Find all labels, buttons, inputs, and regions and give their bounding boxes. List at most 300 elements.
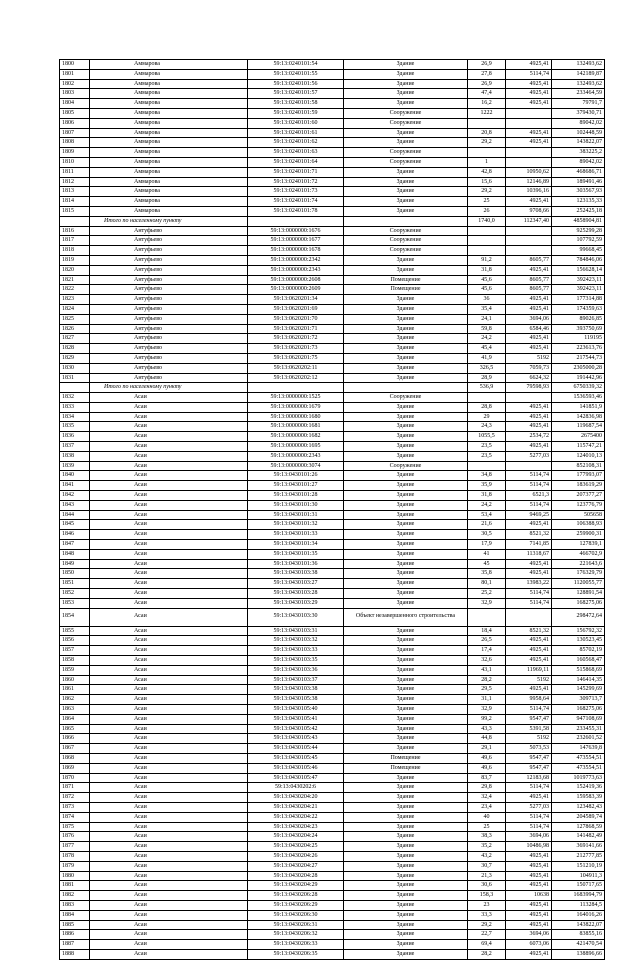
table-row [60, 705, 605, 715]
cadastral-value-cell: 212777,85 [552, 851, 605, 861]
table-row [60, 99, 605, 109]
settlement-name-cell: Асаи [90, 451, 248, 461]
cadastral-value-cell: 309713,7 [552, 695, 605, 705]
cadastral-number-cell: 59:13:0430204:29 [248, 881, 344, 891]
table-row [60, 940, 605, 950]
cadastral-value-cell: 89042,02 [552, 157, 605, 167]
cadastral-value-cell: 168275,06 [552, 598, 605, 608]
table-row [60, 636, 605, 646]
cadastral-number-cell: 59:13:0430101:26 [248, 471, 344, 481]
area-value-cell: 23,5 [468, 442, 506, 452]
property-register-sheet [59, 59, 604, 960]
cadastral-value-cell: 85702,19 [552, 646, 605, 656]
object-type-cell: Здание [344, 334, 468, 344]
cadastral-number-cell: 59:13:0430101:27 [248, 481, 344, 491]
specific-value-cell: 3694,06 [506, 930, 552, 940]
cadastral-value-cell: 217544,73 [552, 353, 605, 363]
cadastral-value-cell: 138896,66 [552, 949, 605, 959]
object-type-cell: Сооружение [344, 226, 468, 236]
table-row [60, 275, 605, 285]
cadastral-number-cell: 59:13:0430103:38 [248, 685, 344, 695]
property-register-table [59, 59, 605, 960]
cadastral-value-cell: 515868,69 [552, 665, 605, 675]
table-row [60, 871, 605, 881]
row-number-cell: 1888 [60, 949, 90, 959]
table-row [60, 714, 605, 724]
specific-value-cell [506, 246, 552, 256]
settlement-name-cell: Антуфьево [90, 363, 248, 373]
settlement-name-cell: Асаи [90, 540, 248, 550]
specific-value-cell: 9547,47 [506, 714, 552, 724]
row-number-cell: 1847 [60, 540, 90, 550]
table-row [60, 589, 605, 599]
specific-value-cell: 4925,41 [506, 402, 552, 412]
object-type-cell: Здание [344, 891, 468, 901]
table-row [60, 773, 605, 783]
table-row [60, 157, 605, 167]
cadastral-number-cell: 59:13:0000000:2608 [248, 275, 344, 285]
settlement-name-cell: Асаи [90, 920, 248, 930]
table-row [60, 471, 605, 481]
area-value-cell: 22,7 [468, 930, 506, 940]
object-type-cell: Здание [344, 569, 468, 579]
specific-value-cell: 4925,41 [506, 334, 552, 344]
object-type-cell: Здание [344, 910, 468, 920]
cadastral-number-cell: 59:13:0430105:44 [248, 744, 344, 754]
table-row [60, 304, 605, 314]
specific-value-cell: 5114,74 [506, 705, 552, 715]
object-type-cell: Здание [344, 353, 468, 363]
settlement-name-cell: Асаи [90, 510, 248, 520]
row-number-cell: 1865 [60, 724, 90, 734]
cadastral-number-cell: 59:13:0430103:37 [248, 675, 344, 685]
table-row [60, 665, 605, 675]
cadastral-value-cell: 947108,69 [552, 714, 605, 724]
table-row [60, 334, 605, 344]
cadastral-value-cell: 123135,33 [552, 197, 605, 207]
settlement-name-cell: Асаи [90, 393, 248, 403]
cadastral-value-cell: 233455,31 [552, 724, 605, 734]
area-value-cell [468, 461, 506, 471]
row-number-cell: 1823 [60, 295, 90, 305]
specific-value-cell: 4925,41 [506, 793, 552, 803]
specific-value-cell: 4925,41 [506, 861, 552, 871]
cadastral-number-cell: 59:13:0620201:73 [248, 344, 344, 354]
table-row [60, 783, 605, 793]
object-type-cell: Здание [344, 773, 468, 783]
specific-value-cell: 4925,41 [506, 559, 552, 569]
cadastral-number-cell: 59:13:0620201:72 [248, 334, 344, 344]
table-row [60, 373, 605, 383]
object-type-cell: Здание [344, 60, 468, 70]
settlement-name-cell: Антуфьево [90, 255, 248, 265]
area-value-cell [468, 246, 506, 256]
specific-value-cell: 4925,41 [506, 89, 552, 99]
cadastral-number-cell: 59:13:0000000:2343 [248, 265, 344, 275]
cadastral-number-cell: 59:13:0240101:61 [248, 128, 344, 138]
object-type-cell: Здание [344, 949, 468, 959]
cadastral-number-cell: 59:13:0430206:32 [248, 930, 344, 940]
cadastral-value-cell: 106388,93 [552, 520, 605, 530]
area-value-cell: 35,4 [468, 304, 506, 314]
settlement-name-cell: Асаи [90, 402, 248, 412]
specific-value-cell: 5277,03 [506, 802, 552, 812]
specific-value-cell: 4925,41 [506, 685, 552, 695]
table-row [60, 949, 605, 959]
table-row [60, 442, 605, 452]
table-row [60, 822, 605, 832]
object-type-cell: Здание [344, 793, 468, 803]
row-number-cell: 1817 [60, 236, 90, 246]
table-row [60, 626, 605, 636]
cadastral-value-cell: 473554,51 [552, 753, 605, 763]
specific-value-cell: 5192 [506, 675, 552, 685]
settlement-name-cell: Асаи [90, 559, 248, 569]
object-type-cell: Сооружение [344, 118, 468, 128]
cadastral-value-cell: 1120055,77 [552, 579, 605, 589]
cadastral-value-cell: 130523,45 [552, 636, 605, 646]
object-type-cell: Здание [344, 324, 468, 334]
row-number-cell: 1831 [60, 373, 90, 383]
row-number-cell: 1867 [60, 744, 90, 754]
table-row [60, 675, 605, 685]
table-row [60, 285, 605, 295]
object-type-cell: Здание [344, 206, 468, 216]
table-row [60, 559, 605, 569]
cadastral-value-cell: 383225,2 [552, 148, 605, 158]
settlement-name-cell: Аммарова [90, 197, 248, 207]
row-number-cell: 1827 [60, 334, 90, 344]
specific-value-cell: 3694,06 [506, 314, 552, 324]
table-row [60, 520, 605, 530]
settlement-name-cell: Асаи [90, 675, 248, 685]
cadastral-value-cell: 176329,79 [552, 569, 605, 579]
table-row [60, 900, 605, 910]
object-type-cell: Здание [344, 744, 468, 754]
table-row [60, 89, 605, 99]
area-value-cell: 15,6 [468, 177, 506, 187]
area-value-cell: 41,9 [468, 353, 506, 363]
table-row [60, 177, 605, 187]
cadastral-value-cell: 466702,9 [552, 549, 605, 559]
cadastral-number-cell: 59:13:0620201:71 [248, 324, 344, 334]
settlement-name-cell: Асаи [90, 636, 248, 646]
settlement-name-cell: Асаи [90, 832, 248, 842]
table-row [60, 60, 605, 70]
object-type-cell: Здание [344, 304, 468, 314]
settlement-name-cell: Аммарова [90, 118, 248, 128]
specific-value-cell: 4925,41 [506, 422, 552, 432]
specific-value-cell: 8605,77 [506, 285, 552, 295]
object-type-cell: Здание [344, 871, 468, 881]
object-type-cell: Здание [344, 636, 468, 646]
object-type-cell: Здание [344, 685, 468, 695]
cadastral-value-cell: 1536593,46 [552, 393, 605, 403]
specific-value-cell: 12146,89 [506, 177, 552, 187]
cadastral-number-cell: 59:13:0240101:72 [248, 177, 344, 187]
cadastral-value-cell: 164016,26 [552, 910, 605, 920]
object-type-cell: Здание [344, 402, 468, 412]
object-type-cell: Здание [344, 187, 468, 197]
settlement-name-cell: Асаи [90, 949, 248, 959]
row-number-cell: 1862 [60, 695, 90, 705]
cadastral-value-cell: 143822,07 [552, 138, 605, 148]
table-row [60, 569, 605, 579]
cadastral-value-cell: 119687,54 [552, 422, 605, 432]
object-type-cell: Здание [344, 451, 468, 461]
settlement-name-cell: Асаи [90, 802, 248, 812]
settlement-name-cell: Асаи [90, 851, 248, 861]
table-row [60, 295, 605, 305]
table-row [60, 540, 605, 550]
object-type-cell: Здание [344, 255, 468, 265]
specific-value-cell [506, 148, 552, 158]
cadastral-value-cell: 1019773,63 [552, 773, 605, 783]
object-type-cell: Здание [344, 344, 468, 354]
cadastral-number-cell: 59:13:0430105:47 [248, 773, 344, 783]
area-value-cell: 45,6 [468, 285, 506, 295]
area-value-cell: 17,9 [468, 540, 506, 550]
cadastral-value-cell: 156628,14 [552, 265, 605, 275]
specific-value-cell: 4925,41 [506, 851, 552, 861]
table-row [60, 695, 605, 705]
table-row [60, 500, 605, 510]
settlement-name-cell: Асаи [90, 744, 248, 754]
object-type-cell: Здание [344, 128, 468, 138]
settlement-name-cell: Аммарова [90, 60, 248, 70]
settlement-name-cell: Асаи [90, 589, 248, 599]
cadastral-value-cell: 4858904,81 [552, 216, 605, 226]
cadastral-number-cell: 59:13:0240101:63 [248, 148, 344, 158]
table-row [60, 802, 605, 812]
row-number-cell: 1836 [60, 432, 90, 442]
cadastral-value-cell: 168275,06 [552, 705, 605, 715]
cadastral-value-cell: 142836,98 [552, 412, 605, 422]
row-number-cell: 1807 [60, 128, 90, 138]
object-type-cell: Здание [344, 559, 468, 569]
area-value-cell [468, 236, 506, 246]
cadastral-value-cell: 221643,6 [552, 559, 605, 569]
area-value-cell: 29,8 [468, 783, 506, 793]
area-value-cell: 1 [468, 157, 506, 167]
specific-value-cell: 5114,74 [506, 69, 552, 79]
settlement-name-cell: Антуфьево [90, 226, 248, 236]
area-value-cell: 26,9 [468, 79, 506, 89]
area-value-cell: 99,2 [468, 714, 506, 724]
row-number-cell: 1833 [60, 402, 90, 412]
specific-value-cell: 9958,64 [506, 695, 552, 705]
object-type-cell: Помещение [344, 275, 468, 285]
specific-value-cell: 5391,58 [506, 724, 552, 734]
area-value-cell: 40 [468, 812, 506, 822]
object-type-cell: Сооружение [344, 393, 468, 403]
specific-value-cell: 10396,16 [506, 187, 552, 197]
area-value-cell: 536,9 [468, 383, 506, 393]
object-type-cell: Здание [344, 598, 468, 608]
cadastral-number-cell: 59:13:0430103:38 [248, 569, 344, 579]
settlement-name-cell: Асаи [90, 530, 248, 540]
cadastral-value-cell: 6750339,32 [552, 383, 605, 393]
row-number-cell: 1802 [60, 79, 90, 89]
cadastral-value-cell: 123482,43 [552, 802, 605, 812]
cadastral-number-cell: 59:13:0430204:25 [248, 842, 344, 852]
area-value-cell: 1222 [468, 108, 506, 118]
object-type-cell: Здание [344, 422, 468, 432]
table-row [60, 744, 605, 754]
object-type-cell: Здание [344, 373, 468, 383]
object-type-cell: Сооружение [344, 148, 468, 158]
object-type-cell: Объект незавершенного строительства [344, 608, 468, 626]
area-value-cell: 25,2 [468, 589, 506, 599]
cadastral-number-cell: 59:13:0240101:71 [248, 167, 344, 177]
area-value-cell [468, 608, 506, 626]
settlement-name-cell: Аммарова [90, 99, 248, 109]
table-row [60, 881, 605, 891]
cadastral-number-cell: 59:13:0620201:70 [248, 314, 344, 324]
settlement-name-cell: Асаи [90, 491, 248, 501]
area-value-cell: 26 [468, 206, 506, 216]
cadastral-number-cell: 59:13:0620202:12 [248, 373, 344, 383]
cadastral-value-cell: 99668,45 [552, 246, 605, 256]
specific-value-cell: 4925,41 [506, 656, 552, 666]
object-type-cell: Здание [344, 432, 468, 442]
specific-value-cell: 5114,74 [506, 500, 552, 510]
object-type-cell: Здание [344, 705, 468, 715]
row-number-cell: 1813 [60, 187, 90, 197]
specific-value-cell: 4925,41 [506, 265, 552, 275]
cadastral-number-cell: 59:13:0430206:33 [248, 940, 344, 950]
cadastral-number-cell: 59:13:0430204:23 [248, 822, 344, 832]
cadastral-value-cell: 421470,54 [552, 940, 605, 950]
row-number-cell: 1832 [60, 393, 90, 403]
cadastral-value-cell: 191442,96 [552, 373, 605, 383]
table-row [60, 255, 605, 265]
cadastral-number-cell: 59:13:0000000:1695 [248, 442, 344, 452]
settlement-name-cell: Антуфьево [90, 285, 248, 295]
table-row [60, 510, 605, 520]
table-row [60, 930, 605, 940]
cadastral-value-cell: 102448,59 [552, 128, 605, 138]
area-value-cell: 36 [468, 295, 506, 305]
cadastral-number-cell: 59:13:0000000:2343 [248, 451, 344, 461]
table-row [60, 646, 605, 656]
settlement-name-cell: Асаи [90, 500, 248, 510]
settlement-name-cell: Антуфьево [90, 344, 248, 354]
settlement-name-cell: Итого по населенному пункту [90, 216, 248, 226]
row-number-cell: 1856 [60, 636, 90, 646]
cadastral-value-cell: 393750,69 [552, 324, 605, 334]
table-row [60, 324, 605, 334]
settlement-name-cell: Асаи [90, 822, 248, 832]
specific-value-cell: 9547,47 [506, 763, 552, 773]
cadastral-number-cell: 59:13:0430103:29 [248, 598, 344, 608]
specific-value-cell: 4925,41 [506, 871, 552, 881]
row-number-cell: 1840 [60, 471, 90, 481]
cadastral-value-cell: 141482,49 [552, 832, 605, 842]
area-value-cell: 29,2 [468, 187, 506, 197]
object-type-cell: Здание [344, 920, 468, 930]
area-value-cell: 21,3 [468, 871, 506, 881]
cadastral-number-cell: 59:13:0240101:57 [248, 89, 344, 99]
table-row [60, 734, 605, 744]
row-number-cell: 1876 [60, 832, 90, 842]
cadastral-number-cell: 59:13:0620202:11 [248, 363, 344, 373]
specific-value-cell [506, 461, 552, 471]
specific-value-cell: 7059,73 [506, 363, 552, 373]
cadastral-number-cell: 59:13:0000000:1680 [248, 412, 344, 422]
cadastral-number-cell: 59:13:0430101:35 [248, 549, 344, 559]
area-value-cell: 25 [468, 822, 506, 832]
area-value-cell: 23 [468, 900, 506, 910]
object-type-cell: Здание [344, 900, 468, 910]
table-row [60, 197, 605, 207]
cadastral-number-cell: 59:13:0240101:58 [248, 99, 344, 109]
object-type-cell: Помещение [344, 285, 468, 295]
area-value-cell: 35,9 [468, 481, 506, 491]
area-value-cell: 29,1 [468, 744, 506, 754]
object-type-cell: Здание [344, 167, 468, 177]
area-value-cell [468, 393, 506, 403]
settlement-name-cell: Асаи [90, 871, 248, 881]
cadastral-value-cell: 115747,21 [552, 442, 605, 452]
specific-value-cell: 12183,68 [506, 773, 552, 783]
table-row [60, 167, 605, 177]
row-number-cell: 1837 [60, 442, 90, 452]
settlement-name-cell: Асаи [90, 461, 248, 471]
object-type-cell: Здание [344, 481, 468, 491]
specific-value-cell [506, 226, 552, 236]
cadastral-number-cell: 59:13:0430103:28 [248, 589, 344, 599]
area-value-cell: 17,4 [468, 646, 506, 656]
cadastral-value-cell: 104911,3 [552, 871, 605, 881]
specific-value-cell: 9547,47 [506, 753, 552, 763]
area-value-cell: 43,2 [468, 851, 506, 861]
specific-value-cell: 112347,40 [506, 216, 552, 226]
object-type-cell: Сооружение [344, 108, 468, 118]
cadastral-value-cell: 159583,39 [552, 793, 605, 803]
settlement-name-cell: Асаи [90, 549, 248, 559]
cadastral-number-cell: 59:13:0430204:22 [248, 812, 344, 822]
row-number-cell: 1801 [60, 69, 90, 79]
settlement-name-cell: Асаи [90, 842, 248, 852]
row-number-cell: 1803 [60, 89, 90, 99]
table-row [60, 724, 605, 734]
area-value-cell: 25 [468, 197, 506, 207]
cadastral-value-cell: 127868,59 [552, 822, 605, 832]
area-value-cell: 23,5 [468, 451, 506, 461]
specific-value-cell: 4925,41 [506, 949, 552, 959]
cadastral-number-cell: 59:13:0240101:55 [248, 69, 344, 79]
area-value-cell: 18,4 [468, 626, 506, 636]
specific-value-cell [506, 108, 552, 118]
cadastral-number-cell: 59:13:0430103:31 [248, 626, 344, 636]
cadastral-number-cell: 59:13:0430105:46 [248, 763, 344, 773]
table-row [60, 530, 605, 540]
object-type-cell: Здание [344, 99, 468, 109]
row-number-cell: 1857 [60, 646, 90, 656]
area-value-cell: 30,5 [468, 530, 506, 540]
cadastral-value-cell: 145299,69 [552, 685, 605, 695]
row-number-cell: 1861 [60, 685, 90, 695]
cadastral-value-cell: 113284,5 [552, 900, 605, 910]
settlement-name-cell: Асаи [90, 783, 248, 793]
cadastral-value-cell: 123776,79 [552, 500, 605, 510]
object-type-cell: Здание [344, 940, 468, 950]
object-type-cell: Здание [344, 412, 468, 422]
area-value-cell: 30,6 [468, 881, 506, 891]
specific-value-cell: 2534,72 [506, 432, 552, 442]
cadastral-value-cell: 156792,32 [552, 626, 605, 636]
